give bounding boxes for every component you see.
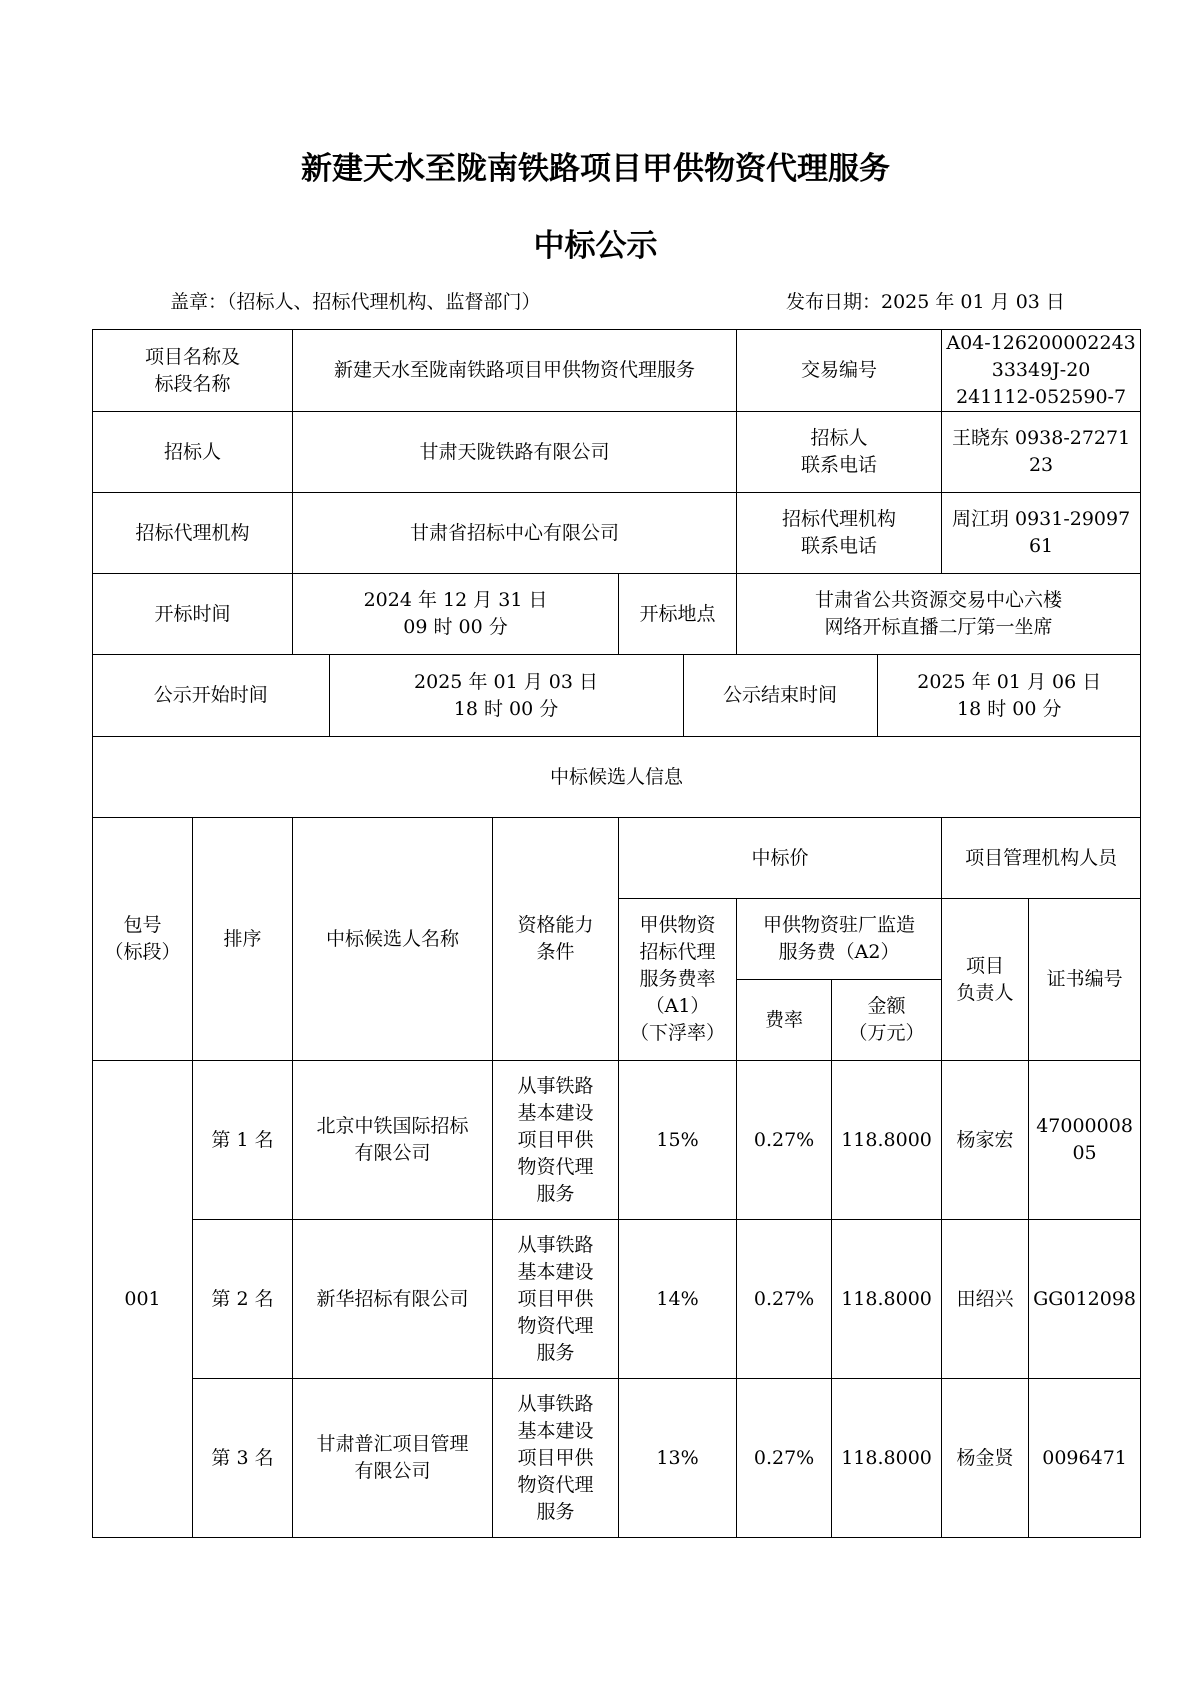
candidates-section-row (93, 737, 1141, 818)
agency-row (93, 493, 1141, 574)
a2-amount-cell: 118.8000 (832, 1220, 942, 1379)
notice-start-label: 公示开始时间 (93, 655, 329, 736)
candidates-section-title: 中标候选人信息 (93, 737, 1141, 818)
leader-cell: 田绍兴 (942, 1220, 1029, 1379)
agency-phone: 周江玥 0931-2909761 (942, 493, 1141, 574)
trade-no: A04-12620000224333349J-20 241112-052590-7 (942, 330, 1141, 412)
header-package: 包号 （标段） (93, 818, 193, 1061)
a1-rate-cell: 14% (619, 1220, 737, 1379)
header-row-1 (93, 818, 1141, 899)
rank-cell: 第 2 名 (193, 1220, 293, 1379)
header-qualification: 资格能力 条件 (493, 818, 619, 1061)
document-title: 新建天水至陇南铁路项目甲供物资代理服务 (301, 151, 890, 187)
candidate-name: 北京中铁国际招标 有限公司 (293, 1061, 493, 1220)
leader-cell: 杨家宏 (942, 1061, 1029, 1220)
project-row (93, 330, 1141, 412)
qualification-cell: 从事铁路 基本建设 项目甲供 物资代理 服务 (493, 1061, 619, 1220)
agency-phone-label: 招标代理机构 联系电话 (737, 493, 942, 574)
cert-cell: 0096471 (1029, 1379, 1141, 1538)
leader-cell: 杨金贤 (942, 1379, 1029, 1538)
cert-cell: GG012098 (1029, 1220, 1141, 1379)
a2-rate-cell: 0.27% (737, 1379, 832, 1538)
document-subtitle: 中标公示 (533, 228, 658, 264)
agency-label: 招标代理机构 (93, 493, 293, 574)
a2-amount-cell: 118.8000 (832, 1379, 942, 1538)
rank-cell: 第 1 名 (193, 1061, 293, 1220)
candidate-name: 甘肃普汇项目管理 有限公司 (293, 1379, 493, 1538)
open-place-label: 开标地点 (619, 574, 737, 655)
publish-date: 发布日期：2025 年 01 月 03 日 (786, 291, 1065, 313)
tenderer-name: 甘肃天陇铁路有限公司 (293, 412, 737, 493)
notice-period-cell (93, 655, 1141, 737)
bid-notice-table (92, 329, 1141, 1538)
open-time: 2024 年 12 月 31 日 09 时 00 分 (293, 574, 619, 655)
a2-amount-cell: 118.8000 (832, 1061, 942, 1220)
table-row (93, 1061, 1141, 1220)
tenderer-row (93, 412, 1141, 493)
header-candidate-name: 中标候选人名称 (293, 818, 493, 1061)
qualification-cell: 从事铁路 基本建设 项目甲供 物资代理 服务 (493, 1220, 619, 1379)
qualification-cell: 从事铁路 基本建设 项目甲供 物资代理 服务 (493, 1379, 619, 1538)
open-time-label: 开标时间 (93, 574, 293, 655)
header-cert: 证书编号 (1029, 899, 1141, 1061)
project-name: 新建天水至陇南铁路项目甲供物资代理服务 (293, 330, 737, 412)
header-a2: 甲供物资驻厂监造 服务费（A2） (737, 899, 942, 980)
a2-rate-cell: 0.27% (737, 1061, 832, 1220)
notice-period-table (93, 655, 1141, 736)
tenderer-phone-label: 招标人 联系电话 (737, 412, 942, 493)
header-rank: 排序 (193, 818, 293, 1061)
cert-cell: 47000008 05 (1029, 1061, 1141, 1220)
header-a2-amount: 金额 （万元） (832, 980, 942, 1061)
tenderer-phone: 王晓东 0938-2727123 (942, 412, 1141, 493)
trade-no-label: 交易编号 (737, 330, 942, 412)
project-label: 项目名称及 标段名称 (93, 330, 293, 412)
notice-period-row (93, 655, 1141, 737)
header-bid-price: 中标价 (619, 818, 942, 899)
candidate-name: 新华招标有限公司 (293, 1220, 493, 1379)
header-staff: 项目管理机构人员 (942, 818, 1141, 899)
opening-row (93, 574, 1141, 655)
a1-rate-cell: 15% (619, 1061, 737, 1220)
notice-end-label: 公示结束时间 (683, 655, 877, 736)
notice-end: 2025 年 01 月 06 日 18 时 00 分 (917, 670, 1102, 720)
header-a2-rate: 费率 (737, 980, 832, 1061)
seal-line: 盖章：（招标人、招标代理机构、监督部门） (170, 291, 541, 313)
a2-rate-cell: 0.27% (737, 1220, 832, 1379)
notice-start: 2025 年 01 月 03 日 18 时 00 分 (329, 655, 683, 736)
tenderer-label: 招标人 (93, 412, 293, 493)
header-leader: 项目 负责人 (942, 899, 1029, 1061)
open-place: 甘肃省公共资源交易中心六楼 网络开标直播二厅第一坐席 (737, 574, 1141, 655)
table-row (93, 1379, 1141, 1538)
agency-name: 甘肃省招标中心有限公司 (293, 493, 737, 574)
a1-rate-cell: 13% (619, 1379, 737, 1538)
table-row (93, 1220, 1141, 1379)
header-a1: 甲供物资 招标代理 服务费率 （A1） （下浮率） (619, 899, 737, 1061)
package-number: 001 (93, 1061, 193, 1538)
rank-cell: 第 3 名 (193, 1379, 293, 1538)
